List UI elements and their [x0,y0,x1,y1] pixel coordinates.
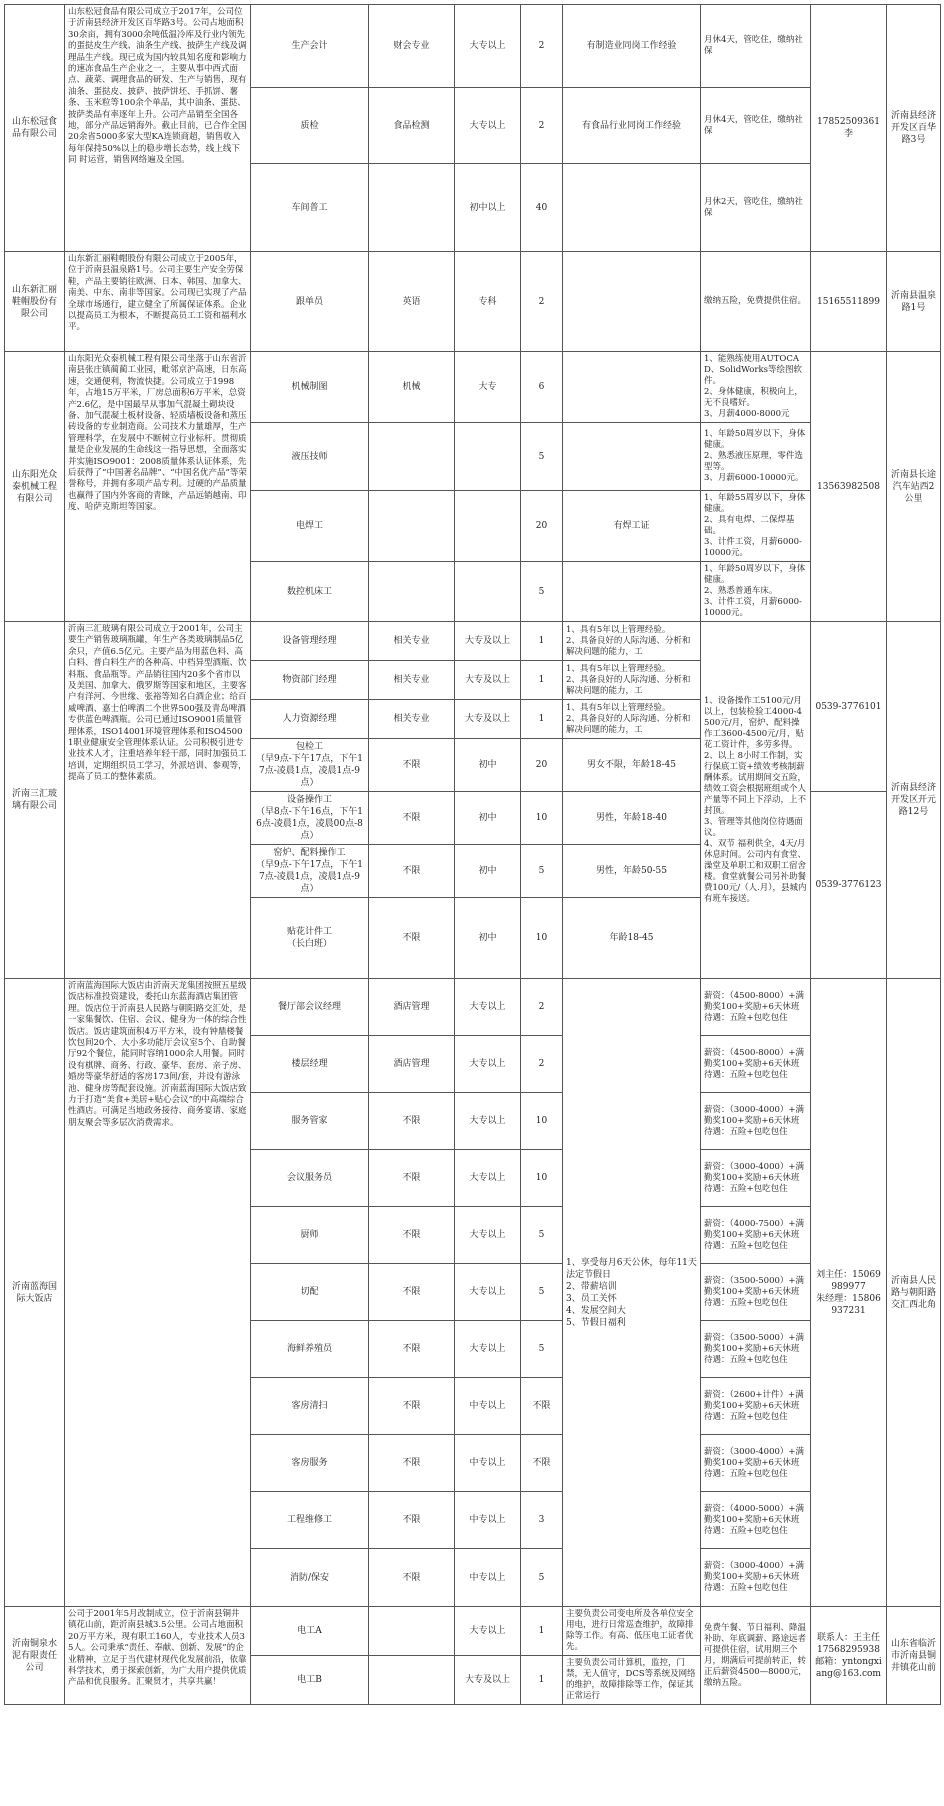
job-requirement: 1、具有5年以上管理经验。 2、具备良好的人际沟通、分析和解决问题的能力，工 [563,622,701,661]
job-requirement [563,252,701,352]
job-major [369,423,455,491]
company-address: 沂南县人民路与朝阳路交汇西北角 [887,979,941,1607]
job-major [369,164,455,252]
job-title: 数控机床工 [251,562,369,622]
job-major [369,491,455,562]
job-title: 车间普工 [251,164,369,252]
job-major: 相关专业 [369,661,455,700]
job-title: 贴花计件工 （长白班） [251,898,369,979]
job-title: 生产会计 [251,5,369,88]
job-major: 不限 [369,1549,455,1607]
job-major: 不限 [369,1435,455,1492]
job-count: 40 [521,164,563,252]
job-benefit: 1、年龄50周岁以下，身体健康。 2、熟悉普通车床。 3、计件工资，月薪6000-10000元。 [701,562,811,622]
job-count: 2 [521,1036,563,1093]
job-education: 大专以上 [455,1036,521,1093]
job-benefit: 薪资：（3000-4000）+满勤奖100+奖励+6天休班 待遇：五险+包吃包住 [701,1150,811,1207]
job-education: 初中 [455,792,521,845]
job-major: 不限 [369,1207,455,1264]
job-education [455,423,521,491]
company-address: 沂南县长途汽车站西2公里 [887,352,941,622]
job-education: 中专以上 [455,1549,521,1607]
job-major: 不限 [369,792,455,845]
company-intro: 山东阳光众泰机械工程有限公司坐落于山东省沂南县张庄镇蔺蔺工业园，毗邻京沪高速，日东高速，交通便利，物流快捷。公司成立于1998年，占地15万平米，厂房总面积6万平米，总资产2.6亿，是中国最早从事加气混凝土砌块设备、加气混凝土板材设备、轻质墙板设备和蒸压砖设备的专业制造商。公司技术力量雄厚，生产管理科学，在发展中不断树立行业标杆。贯彻质量是企业发展的生命线这一指导思想，全面落实并实施ISO9001：2008质量体系认证体系，先后获得了“中国著名品牌”、“中国名优产品”等荣誉称号，并拥有多项产品专利。过硬的产品质量也赢得了国内外客商的青睐，产品远销越南、印度、哈萨克斯坦等国家。 [65,352,251,622]
job-count: 20 [521,739,563,792]
job-title: 海鲜养殖员 [251,1321,369,1378]
contact-phone: 联系人：王主任 17568295938 邮箱：yntongxiang@163.com [811,1607,887,1705]
job-title: 人力资源经理 [251,700,369,739]
job-education: 大专以上 [455,1321,521,1378]
job-requirement: 1、具有5年以上管理经验。 2、具备良好的人际沟通、分析和解决问题的能力，工 [563,700,701,739]
job-title: 跟单员 [251,252,369,352]
company-name: 山东新汇丽鞋帽股份有限公司 [5,252,65,352]
job-major: 机械 [369,352,455,423]
job-education: 初中以上 [455,164,521,252]
job-education: 中专以上 [455,1378,521,1435]
job-title: 楼层经理 [251,1036,369,1093]
job-benefit: 薪资：（3000-4000）+满勤奖100+奖励+6天休班 待遇：五险+包吃包住 [701,1435,811,1492]
job-title: 电工B [251,1656,369,1705]
job-count: 1 [521,661,563,700]
job-education: 大专以上 [455,979,521,1036]
job-education: 中专以上 [455,1492,521,1549]
job-requirement [563,164,701,252]
job-title: 液压技师 [251,423,369,491]
job-benefit: 缴纳五险，免费提供住宿。 [701,252,811,352]
contact-phone: 17852509361李 [811,5,887,252]
job-count: 5 [521,1264,563,1321]
contact-phone: 0539-3776101 [811,622,887,792]
job-benefit: 薪资：（3000-4000）+满勤奖100+奖励+6天休班 待遇：五险+包吃包住 [701,1549,811,1607]
job-count: 10 [521,1093,563,1150]
job-count: 1 [521,1656,563,1705]
job-requirement: 有制造业同岗工作经验 [563,5,701,88]
job-count: 3 [521,1492,563,1549]
job-title: 会议服务员 [251,1150,369,1207]
job-count: 1 [521,1607,563,1656]
job-education: 初中 [455,898,521,979]
job-title: 客房服务 [251,1435,369,1492]
job-title: 质检 [251,88,369,164]
job-count: 5 [521,1321,563,1378]
job-benefit: 薪资：（4500-8000）+满勤奖100+奖励+6天休班 待遇：五险+包吃包住 [701,1036,811,1093]
job-count: 2 [521,979,563,1036]
job-count: 6 [521,352,563,423]
company-address: 沂南县经济开发区百华路3号 [887,5,941,252]
job-major: 英语 [369,252,455,352]
job-title: 服务管家 [251,1093,369,1150]
job-requirement: 主要负责公司变电所及各单位安全用电，进行日常巡查维护，故障排除等工作。有高、低压电工证者优先。 [563,1607,701,1656]
job-row [5,5,941,88]
job-benefit: 1、能熟练使用AUTOCAD、SolidWorks等绘图软件。 2、身体健康，积极向上，无不良嗜好。 3、月薪4000-8000元 [701,352,811,423]
job-benefit: 月休4天，管吃住，缴纳社保 [701,88,811,164]
job-count: 不限 [521,1378,563,1435]
job-education: 大专及以上 [455,622,521,661]
job-requirement [563,562,701,622]
job-education: 大专以上 [455,1093,521,1150]
job-education: 大专以上 [455,1264,521,1321]
job-education [455,491,521,562]
job-requirement: 年龄18-45 [563,898,701,979]
job-title: 客房清扫 [251,1378,369,1435]
company-intro: 沂南蓝海国际大饭店由沂南天龙集团按照五星级饭店标准投资建设，委托山东蓝海酒店集团管理。饭店位于沂南县人民路与朝阳路交汇处，是一家集餐饮、住宿、会议、健身为一体的综合性饭店。饭店建筑面积4万平方米，设有钟鼎楼餐饮包间20个、大小多功能厅会议室5个、自助餐厅92个餐位，能同时容纳1000余人用餐。同时设有棋牌、商务、行政、豪华、套房、亲子房、婚房等豪华舒适的客房173间/套，并设有游泳池、健身房等配套设施。沂南蓝海国际大饭店致力于打造“美食+美居+贴心会议”的中高端综合性酒店。可满足当地政务接待、商务宴请、家庭朋友聚会等多层次消费需求。 [65,979,251,1607]
job-count: 10 [521,792,563,845]
job-count: 1 [521,622,563,661]
job-count: 10 [521,1150,563,1207]
company-address: 沂南县温泉路1号 [887,252,941,352]
job-count: 5 [521,562,563,622]
job-benefit: 薪资：（3500-5000）+满勤奖100+奖励+6天休班 待遇：五险+包吃包住 [701,1321,811,1378]
job-major: 不限 [369,1321,455,1378]
job-education: 中专以上 [455,1435,521,1492]
job-education: 初中 [455,739,521,792]
job-requirements: 1、享受每月6天公休，每年11天法定节假日 2、带薪培训 3、员工关怀 4、发展空间大 5、节假日福利 [563,979,701,1607]
job-title: 消防/保安 [251,1549,369,1607]
job-benefit: 月休4天，管吃住，缴纳社保 [701,5,811,88]
job-requirement [563,352,701,423]
company-name: 山东阳光众泰机械工程有限公司 [5,352,65,622]
company-intro: 山东松冠食品有限公司成立于2017年，公司位于沂南县经济开发区百华路3号。公司占地面积30余亩，拥有3000余吨低温冷库及行业内领先的蛋挞皮生产线、油条生产线、披萨生产线及调理品生产线。现已成为国内较具知名度和影响力的速冻食品生产企业之一，主要从事中西式面点、蔬菜、调理食品的研发、生产与销售，现有油条、蛋挞皮、披萨、披萨饼坯、手抓饼、薯条、玉米粒等100余个单品，其中油条、蛋挞、披萨类品有率逐年上升。公司产品销至全国各地，部分产品远销海外。截止目前，已合作全国20余省5000多家大型KA连锁商超，销售收入每年保持50%以上的稳步增长态势，线上线下同 时运营，销售网络遍及全国。 [65,5,251,252]
job-major [369,1607,455,1656]
job-benefit: 薪资：（3500-5000）+满勤奖100+奖励+6天休班 待遇：五险+包吃包住 [701,1264,811,1321]
company-name: 沂南三汇玻璃有限公司 [5,622,65,979]
job-requirement [563,423,701,491]
recruitment-table [4,4,941,1705]
job-title: 包检工 （早9点-下午17点，下午17点-凌晨1点，凌晨1点-9点） [251,739,369,792]
job-major: 相关专业 [369,622,455,661]
job-education [455,562,521,622]
job-count: 5 [521,845,563,898]
job-major: 不限 [369,1492,455,1549]
job-major: 不限 [369,1150,455,1207]
job-requirement: 男女不限，年龄18-45 [563,739,701,792]
job-major: 不限 [369,1093,455,1150]
job-education: 大专 [455,352,521,423]
job-benefit: 薪资：（4000-7500）+满勤奖100+奖励+6天休班 待遇：五险+包吃包住 [701,1207,811,1264]
job-major: 酒店管理 [369,1036,455,1093]
job-title: 厨师 [251,1207,369,1264]
job-row [5,352,941,423]
company-intro: 山东新汇丽鞋帽股份有限公司成立于2005年，位于沂南县温泉路1号。公司主要生产安全劳保鞋，产品主要销往欧洲、日本、韩国、加拿大、南美、中东、南非等国家。公司现已实现了产品全球市场通行，建立健全了所属保证体系。企业以提高员工为根本，不断提高员工工资和福利水平。 [65,252,251,352]
job-major: 酒店管理 [369,979,455,1036]
job-benefit: 薪资：（4500-8000）+满勤奖100+奖励+6天休班 待遇：五险+包吃包住 [701,979,811,1036]
job-title: 机械制图 [251,352,369,423]
job-major [369,1656,455,1705]
job-title: 餐厅部会议经理 [251,979,369,1036]
job-education: 大专以上 [455,5,521,88]
job-education: 大专以上 [455,1607,521,1656]
job-row [5,979,941,1036]
job-major: 不限 [369,1264,455,1321]
job-title: 电焊工 [251,491,369,562]
job-count: 1 [521,700,563,739]
job-title: 工程维修工 [251,1492,369,1549]
job-count: 2 [521,5,563,88]
contact-phone: 15165511899 [811,252,887,352]
company-intro: 沂南三汇玻璃有限公司成立于2001年，公司主要生产销售玻璃瓶罐，年生产各类玻璃制品5亿余只，产值6.5亿元。主要产品为用蓝色料、高白料、普白料生产的各种高、中档异型酒瓶、饮料瓶、食品瓶等。产品销往国内20多个省市以及美国、加拿大、俄罗斯等国家和地区，主要客户有洋河、今世缘、张裕等知名白酒企业；给百威啤酒、嘉士伯啤酒二个世界500强及青岛啤酒专供蓝色啤酒瓶。公司已通过ISO9001质量管理体系，ISO14001环境管理体系和ISO45001职业健康安全管理体系认证。公司积极引进专业技术人才，注重培养年轻干部，同时加强员工培训，定期组织员工学习，外派培训、参观等，提高了员工的整体素质。 [65,622,251,979]
job-education: 大专及以上 [455,700,521,739]
job-count: 20 [521,491,563,562]
job-major [369,562,455,622]
job-benefits: 1、设备操作工5100元/月以上，包装检验工4000-4500元/月，窑炉、配料操作工3600-4500元/月，贴花工资计件，多劳多得。 2、以上 8小时工作制，实行保底工资+绩效考核制薪酬体系。试用期间交五险，绩效工资会根据班组或个人产量等不同上下浮动，上不封顶。 3、管理等其他岗位待遇面议。 4、双节 福利供全，4天/月休息时间。公司内有食堂、澡堂及单职工和双职工宿舍楼。食堂就餐公司另补助餐费100元/（人.月），县城内有班车接送。 [701,622,811,979]
job-benefit: 1、年龄50周岁以下，身体健康。 2、熟悉液压原理，零件选型等。 3、月薪6000-10000元。 [701,423,811,491]
job-major: 食品检测 [369,88,455,164]
contact-phone: 13563982508 [811,352,887,622]
job-benefit: 薪资：（4000-5000）+满勤奖100+奖励+6天休班 待遇：五险+包吃包住 [701,1492,811,1549]
company-address: 沂南县经济开发区开元路12号 [887,622,941,979]
job-count: 2 [521,88,563,164]
job-benefit: 薪资：（3000-4000）+满勤奖100+奖励+6天休班 待遇：五险+包吃包住 [701,1093,811,1150]
job-benefit: 月休2天，管吃住，缴纳社保 [701,164,811,252]
job-title: 设备操作工 （早8点-下午16点，下午16点-凌晨1点，凌晨00点-8点） [251,792,369,845]
job-benefits: 免费午餐、节日福利、降温补助、年底调薪、路途远者可提供住宿，试用期三个月，期满后可提前转正，转正后薪资4500—8000元，缴纳五险。 [701,1607,811,1705]
job-requirement: 1、具有5年以上管理经验。 2、具备良好的人际沟通、分析和解决问题的能力，工 [563,661,701,700]
job-requirement: 主要负责公司计算机，监控，门禁，无人值守，DCS等系统及网络的维护，故障排除等工作，保证其正常运行 [563,1656,701,1705]
job-education: 大专及以上 [455,1656,521,1705]
job-benefit: 薪资：（2600+计件）+满勤奖100+奖励+6天休班 待遇：五险+包吃包住 [701,1378,811,1435]
job-count: 5 [521,423,563,491]
job-count: 5 [521,1549,563,1607]
company-intro: 公司于2001年5月改制成立，位于沂南县铜井镇花山前，距沂南县城3.5公里。公司占地面积20万平方米，现有职工160人，专业技术人员35人。公司秉承“责任、奉献、创新、发展”的企业精神，立足于当代建材现代化发展前沿，依靠科学技术，勇于探索创新，为广大用户提供优质产品和优良服务。汇聚贤才，共享共赢！ [65,1607,251,1705]
job-major: 财会专业 [369,5,455,88]
company-name: 沂南铜泉水泥有限责任公司 [5,1607,65,1705]
job-requirement: 男性，年龄50-55 [563,845,701,898]
job-count: 5 [521,1207,563,1264]
company-name: 山东松冠食品有限公司 [5,5,65,252]
job-education: 专科 [455,252,521,352]
job-education: 大专以上 [455,1207,521,1264]
job-education: 大专及以上 [455,661,521,700]
job-row [5,252,941,352]
job-education: 大专以上 [455,1150,521,1207]
job-requirement: 男性，年龄18-40 [563,792,701,845]
contact-phone: 刘主任：15069989977 朱经理：15806937231 [811,979,887,1607]
job-major: 不限 [369,898,455,979]
contact-phone: 0539-3776123 [811,792,887,979]
job-count: 不限 [521,1435,563,1492]
job-major: 不限 [369,845,455,898]
job-title: 物资部门经理 [251,661,369,700]
job-title: 切配 [251,1264,369,1321]
job-requirement: 有食品行业同岗工作经验 [563,88,701,164]
company-address: 山东省临沂市沂南县铜井镇花山前 [887,1607,941,1705]
job-education: 大专以上 [455,88,521,164]
job-title: 设备管理经理 [251,622,369,661]
job-major: 相关专业 [369,700,455,739]
job-count: 10 [521,898,563,979]
company-name: 沂南蓝海国际大饭店 [5,979,65,1607]
job-requirement: 有焊工证 [563,491,701,562]
job-benefit: 1、年龄55周岁以下，身体健康。 2、具有电焊、二保焊基础。 3、计件工资，月薪6000-10000元。 [701,491,811,562]
job-title: 窑炉、配料操作工 （早9点-下午17点，下午17点-凌晨1点，凌晨1点-9点） [251,845,369,898]
job-major: 不限 [369,1378,455,1435]
job-row [5,622,941,661]
job-row [5,1607,941,1656]
job-title: 电工A [251,1607,369,1656]
job-major: 不限 [369,739,455,792]
job-education: 初中 [455,845,521,898]
job-count: 2 [521,252,563,352]
